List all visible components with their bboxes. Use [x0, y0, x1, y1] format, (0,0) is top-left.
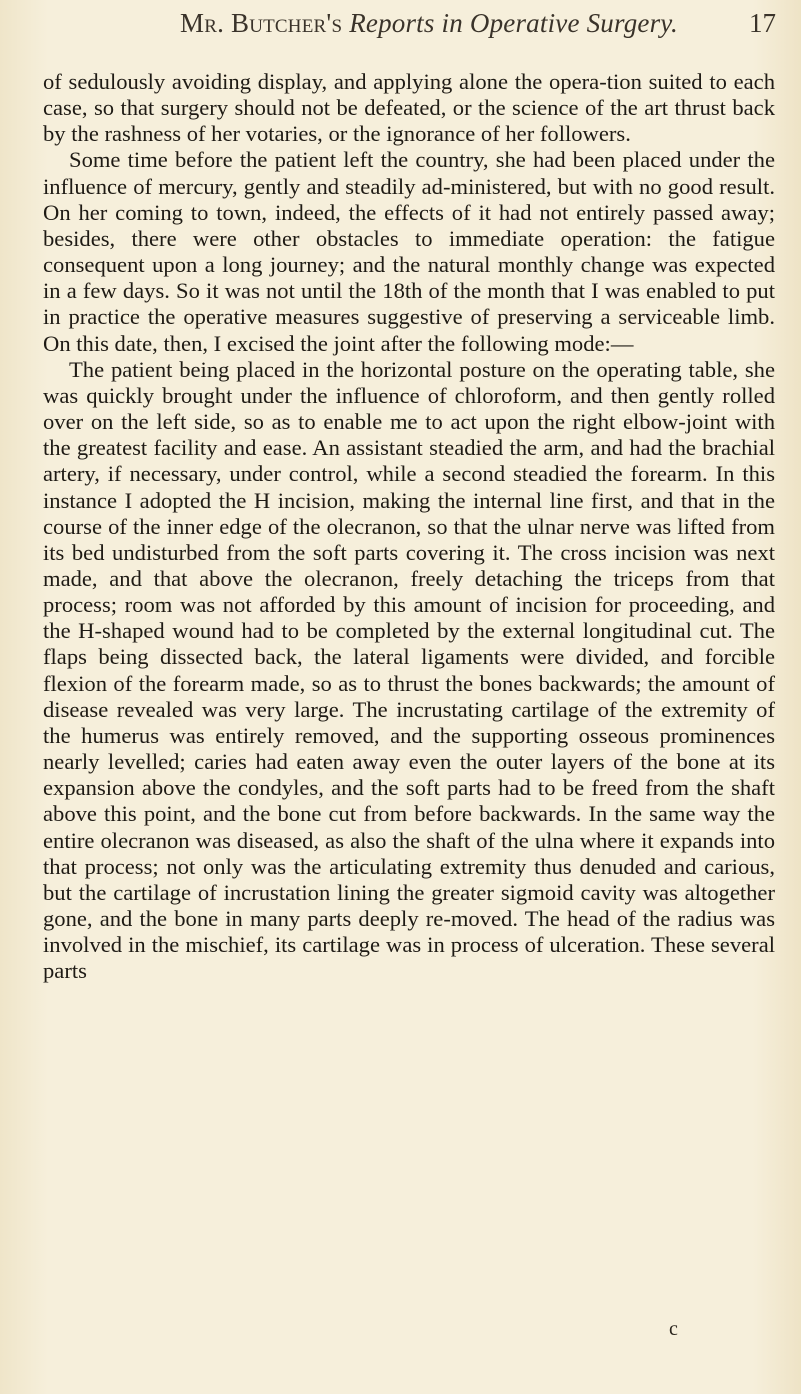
paragraph-continuation: of sedulously avoiding display, and applying alone the opera-tion suited to each case, so that surgery should not be defeated, or the science of the art thrust back by the rashness of her votaries, or the ignorance of her followers. — [43, 69, 775, 147]
body-text — [43, 69, 775, 984]
running-head-author: Mr. Butcher's — [180, 8, 343, 38]
signature-mark: c — [669, 1318, 678, 1340]
running-head — [180, 8, 678, 39]
paragraph-mercury: Some time before the patient left the country, she had been placed under the influence of mercury, gently and steadily ad-ministered, but with no good result. On her coming to town, indeed, the effects of it had not entirely passed away; besides, there were other obstacles to immediate operation: the fatigue consequent upon a long journey; and the natural monthly change was expected in a few days. So it was not until the 18th of the month that I was enabled to put in practice the operative measures suggestive of preserving a serviceable limb. On this date, then, I excised the joint after the following mode:— — [43, 147, 775, 356]
page-number: 17 — [749, 8, 776, 38]
paragraph-operation: The patient being placed in the horizontal posture on the operating table, she was quickly brought under the influence of chloroform, and then gently rolled over on the left side, so as to enable me to act upon the right elbow-joint with the greatest facility and ease. An assistant steadied the arm, and had the brachial artery, if necessary, under control, while a second steadied the forearm. In this instance I adopted the H incision, making the internal line first, and that in the course of the inner edge of the olecranon, so that the ulnar nerve was lifted from its bed undisturbed from the soft parts covering it. The cross incision was next made, and that above the olecranon, freely detaching the triceps from that process; room was not afforded by this amount of incision for proceeding, and the H-shaped wound had to be completed by the external longitudinal cut. The flaps being dissected back, the lateral ligaments were divided, and forcible flexion of the forearm made, so as to thrust the bones backwards; the amount of disease revealed was very large. The incrustating cartilage of the extremity of the humerus was entirely removed, and the supporting osseous prominences nearly levelled; caries had eaten away even the outer layers of the bone at its expansion above the condyles, and the soft parts had to be freed from the shaft above this point, and the bone cut from before backwards. In the same way the entire olecranon was diseased, as also the shaft of the ulna where it expands into that process; not only was the articulating extremity thus denuded and carious, but the cartilage of incrustation lining the greater sigmoid cavity was altogether gone, and the bone in many parts deeply re-moved. The head of the radius was involved in the mischief, its cartilage was in process of ulceration. These several parts — [43, 356, 775, 984]
running-head-title: Reports in Operative Surgery. — [349, 8, 678, 38]
